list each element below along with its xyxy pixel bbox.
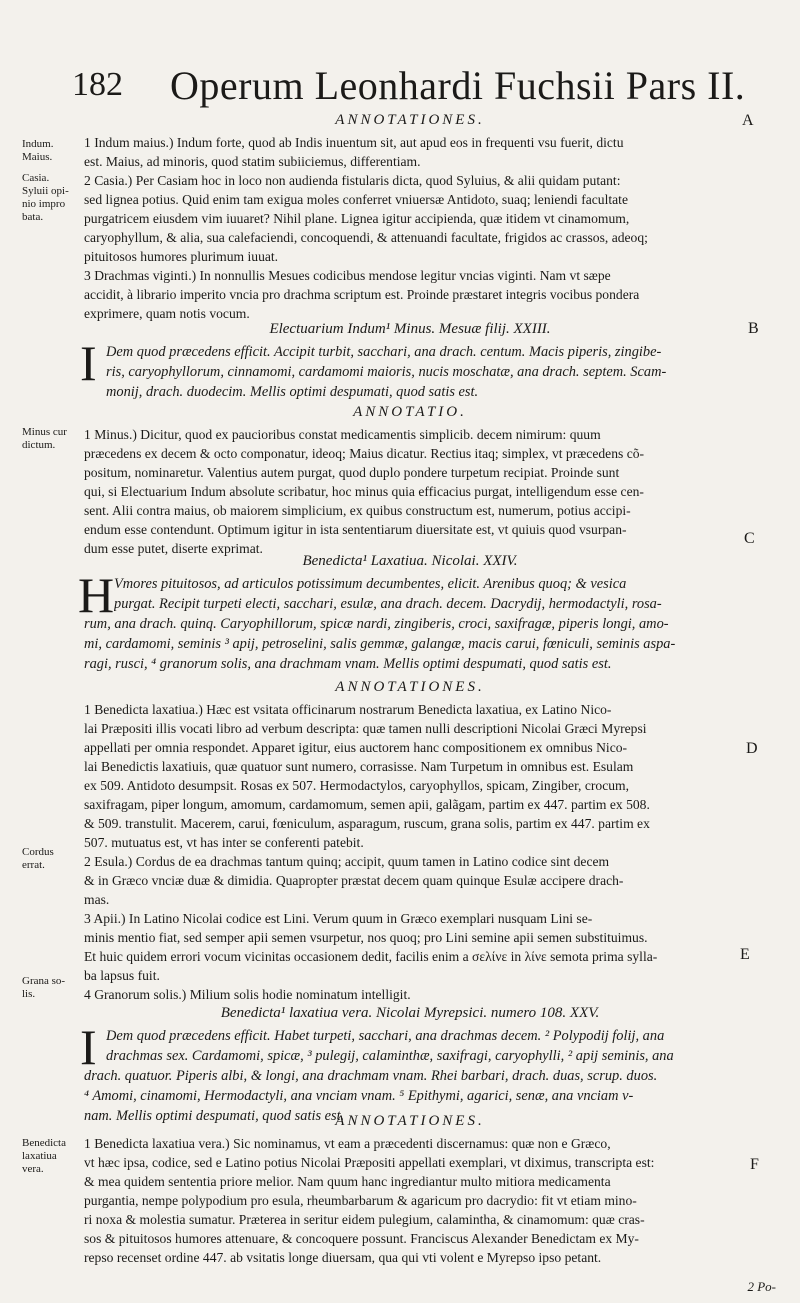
drop-cap: I [80, 335, 97, 391]
margin-note-line: Casia. [22, 172, 50, 184]
text-line: 1 Indum maius.) Indum forte, quod ab Indis inuentum sit, aut apud eos in frequenti vsu fuerit, dictu [84, 135, 624, 150]
text-line: & mea quidem sententia priore melior. Nam quum hanc ingrediantur multo mitiora medicamenta [84, 1174, 611, 1189]
text-line: purgatricem eiusdem vim iuuaret? Nihil plane. Lignea igitur accipienda, quæ itidem vt cinamomum, [84, 211, 630, 226]
text-line: ⁴ Amomi, cinamomi, Hermodactyli, ana vnciam vnam. ⁵ Epithymi, agarici, senæ, ana vnciam v- [84, 1088, 634, 1104]
margin-note-line: bata. [22, 211, 44, 223]
margin-note-line: vera. [22, 1163, 44, 1175]
page-number: 182 [72, 66, 123, 103]
drop-cap: H [78, 567, 115, 623]
text-line: Et huic quidem errori vocum vicinitas occasionem dedit, facilis enim a σελίνε in λίνε semota prima sylla- [84, 949, 658, 964]
text-line: lai Benedictis laxatiuis, quæ quatuor sunt numero, corrasisse. Nam Turpetum in omnibus est. Esulam [84, 759, 634, 774]
prose-block [84, 700, 736, 1004]
text-line: dum esse putet, diserte exprimat. [84, 541, 263, 556]
text-line: est. Maius, ad minoris, quod statim subiiciemus, differentiam. [84, 154, 421, 169]
text-line: sent. Alii contra maius, ob maiorem simplicium, ex quibus constructum est, numerum, potius accipi- [84, 503, 631, 518]
margin-note [22, 172, 78, 224]
text-line: purgat. Recipit turpeti electi, sacchari, esulæ, ana drach. decem. Dacrydij, hermodactyli, rosa- [114, 596, 662, 612]
text-line: lai Præpositi illis vocati libro ad verbum descripta: quæ tamen nulli descriptioni Nicolai Græci Myrepsi [84, 721, 647, 736]
text-line: 2 Esula.) Cordus de ea drachmas tantum quinq; accipit, quum tamen in Latino codice sint decem [84, 854, 610, 869]
text-line: 3 Apii.) In Latino Nicolai codice est Lini. Verum quum in Græco exemplari nusquam Lini se- [84, 911, 593, 926]
text-line: ba lapsus fuit. [84, 968, 160, 983]
section-heading: ANNOTATIONES. [335, 679, 485, 695]
recipe-title: Benedicta¹ Laxatiua. Nicolai. XXIV. [302, 553, 518, 569]
prose-block [84, 1134, 736, 1267]
text-line: drach. quatuor. Piperis albi, & longi, ana drachmam vnam. Rhei barbari, drach. duas, scrup. duos. [84, 1068, 658, 1084]
text-line: 1 Benedicta laxatiua vera.) Sic nominamus, vt eam a præcedenti discernamus: quæ non e Græco, [84, 1136, 611, 1151]
text-line: sos & pituitosos humores attenuare, & concoquere possunt. Franciscus Alexander Benedictam ex My- [84, 1231, 639, 1246]
text-line: exprimere, quam notis vocum. [84, 306, 250, 321]
signature-letter-e: E [740, 946, 750, 963]
text-line: ri noxa & molestia sumatur. Præterea in seritur eidem pulegium, calamintha, & cinamomum: quæ cras- [84, 1212, 645, 1227]
text-line: Vmores pituitosos, ad articulos potissimum decumbentes, elicit. Arenibus quoq; & vesica [114, 576, 627, 592]
signature-letter-f: F [750, 1156, 759, 1173]
margin-note-line: Maius. [22, 151, 53, 163]
text-line: saxifragam, piper longum, amomum, cardamomum, semen apii, galãgam, partim ex 447. partim ex 508. [84, 797, 650, 812]
margin-note-line: laxatiua [22, 1150, 57, 1162]
text-line: Dem quod præcedens efficit. Habet turpeti, sacchari, ana drachmas decem. ² Polypodij folij, ana [106, 1028, 665, 1044]
text-line: ris, caryophyllorum, cinnamomi, cardamomi maioris, nucis moschatæ, ana drach. septem. Scam- [106, 364, 667, 380]
text-line: positum, nominaretur. Valentius autem purgat, quod duplo pondere turpetum recipiat. Proinde sunt [84, 465, 620, 480]
text-line: 1 Minus.) Dicitur, quod ex paucioribus constat medicamentis simplicib. decem nimirum: quum [84, 427, 601, 442]
signature-letter-a: A [742, 112, 754, 129]
text-line: mi, cardamomi, seminis ³ apij, petroselini, salis gemmæ, galangæ, macis carui, fœniculi, seminis aspa- [84, 636, 676, 652]
text-line: 2 Casia.) Per Casiam hoc in loco non audienda fistularis dicta, quod Syluius, & alii quidam putant: [84, 173, 621, 188]
margin-note [22, 138, 78, 164]
margin-note-line: nio impro [22, 198, 66, 210]
margin-note [22, 1137, 78, 1176]
margin-note-line: lis. [22, 988, 36, 1000]
signature-letter-d: D [746, 740, 758, 757]
recipe-title: Benedicta¹ laxatiua vera. Nicolai Myrepsici. numero 108. XXV. [220, 1005, 600, 1021]
signature-letter-b: B [748, 320, 759, 337]
text-line: caryophyllum, & alia, sua calefaciendi, concoquendi, & attenuandi facultate, frigidos ac crassos, adeoq; [84, 230, 648, 245]
margin-note-line: Minus cur [22, 426, 67, 438]
page-header [62, 60, 746, 108]
text-line: & in Græco vnciæ duæ & dimidia. Quapropter præstat decem quam quinque Esulæ accipere drach- [84, 873, 624, 888]
text-line: mas. [84, 892, 110, 907]
running-title: Operum Leonhardi Fuchsii Pars II. [170, 63, 746, 108]
margin-note [22, 426, 78, 452]
margin-note [22, 975, 78, 1001]
text-line: pituitosos humores plurimum iuuat. [84, 249, 279, 264]
margin-note-line: Grana so- [22, 975, 66, 987]
signature-letter-c: C [744, 530, 755, 547]
text-line: præcedens ex decem & octo componatur, ideoq; Maius dicatur. Rectius itaq; simplex, vt præcedens cõ- [84, 446, 645, 461]
drop-cap: I [80, 1019, 97, 1075]
text-line: qui, si Electuarium Indum absolute scribatur, hoc minus quia efficacius purgat, intelligendum esse cen- [84, 484, 644, 499]
recipe-block [80, 335, 736, 402]
text-line: 1 Benedicta laxatiua.) Hæc est vsitata officinarum nostrarum Benedicta laxatiua, ex Latino Nico- [84, 702, 612, 717]
prose-block [84, 133, 736, 323]
margin-note-line: Syluii opi- [22, 185, 69, 197]
text-line: & 509. transtulit. Macerem, carui, fœniculum, asparagum, ruscum, grana solis, partim ex 447. partim ex [84, 816, 650, 831]
section-heading: ANNOTATIONES. [335, 112, 485, 128]
text-line: minis mentio fiat, sed semper apii semen vsurpetur, nos quoq; pro Lini semine apii semen substituimus. [84, 930, 648, 945]
prose-block [84, 425, 736, 558]
text-line: 3 Drachmas viginti.) In nonnullis Mesues codicibus mendose legitur vncias viginti. Nam vt sæpe [84, 268, 611, 283]
text-line: ex 509. Antidoto desumpsit. Rosas ex 507. Hermodactylos, caryophyllos, spicam, Zingiber, crocum, [84, 778, 630, 793]
text-line: purgantia, nempe polypodium pro esula, rheumbarbarum & agaricum pro dacrydio: fit vt etiam mino- [84, 1193, 637, 1208]
text-line: vt hæc ipsa, codice, sed e Latino potius Nicolai Præpositi appellati exemplari, vt diximus, transcripta est: [84, 1155, 655, 1170]
margin-note-line: Benedicta [22, 1137, 66, 1149]
text-line: Dem quod præcedens efficit. Accipit turbit, sacchari, ana drach. centum. Macis piperis, zingibe- [106, 344, 662, 360]
margin-note-line: errat. [22, 859, 45, 871]
text-line: drachmas sex. Cardamomi, spicæ, ³ pulegij, calaminthæ, saxifragi, caryophylli, ² apij seminis, ana [106, 1048, 674, 1064]
margin-note-line: Cordus [22, 846, 54, 858]
text-line: sed lignea potius. Quid enim tam exigua moles conferret vniuersæ Antidoto, suaq; leniendi facultate [84, 192, 628, 207]
section-heading: ANNOTATIONES. [335, 1113, 485, 1129]
margin-note [22, 846, 78, 872]
text-line: accidit, à librario imperito vncia pro drachma scriptum est. Proinde præstaret integris vocibus pondera [84, 287, 640, 302]
recipe-block [78, 567, 736, 674]
text-line: appellati per omnia respondet. Apparet igitur, eius auctorem hanc compositionem ex omnibus Nico- [84, 740, 628, 755]
text-line: nam. Mellis optimi despumati, quod satis est. [84, 1108, 345, 1124]
recipe-block [80, 1019, 736, 1126]
catchword: 2 Po- [747, 1279, 776, 1294]
text-line: ragi, rusci, ⁴ granorum solis, ana drachmam vnam. Mellis optimi despumati, quod satis est. [84, 656, 612, 672]
text-line: 507. mutuatus est, vt has inter se conferenti patebit. [84, 835, 364, 850]
text-line: monij, drach. duodecim. Mellis optimi despumati, quod satis est. [106, 384, 479, 400]
text-line: endum esse contendunt. Optimum igitur in ista sententiarum diuersitate est, vt quiuis quod vsurpan- [84, 522, 627, 537]
recipe-title: Electuarium Indum¹ Minus. Mesuæ filij. XXIII. [269, 321, 551, 337]
text-line: rum, ana drach. quinq. Caryophillorum, spicæ nardi, zingiberis, croci, saxifragæ, piperis longi, amo- [84, 616, 669, 632]
margin-note-line: dictum. [22, 439, 56, 451]
margin-note-line: Indum. [22, 138, 54, 150]
text-line: repso recenset ordine 447. ab vsitatis longe diuersam, qua qui vti volent e Myrepso ipso petant. [84, 1250, 602, 1265]
section-heading: ANNOTATIO. [353, 404, 467, 420]
text-line: 4 Granorum solis.) Milium solis hodie nominatum intelligit. [84, 987, 411, 1002]
